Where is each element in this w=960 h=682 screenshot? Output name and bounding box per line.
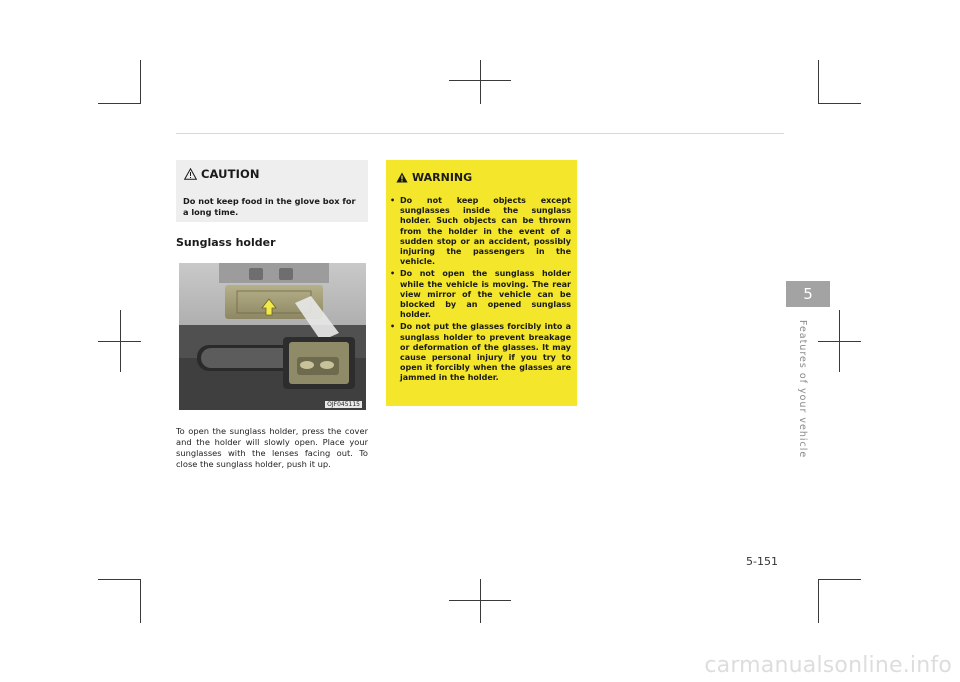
crop-mark	[98, 341, 141, 342]
instruction-paragraph: To open the sunglass holder, press the cover and the holder will slowly open. Place your sunglasses with the lenses facing out. To close the sunglass holder, push it up.	[176, 426, 368, 469]
warning-list	[386, 196, 577, 386]
crop-mark	[449, 80, 511, 81]
crop-mark	[818, 579, 819, 623]
crop-mark	[140, 60, 141, 104]
crop-mark	[140, 579, 141, 623]
crop-mark	[480, 60, 481, 104]
page-number: 5-151	[746, 555, 778, 568]
crop-mark	[818, 60, 819, 104]
bullet-icon: •	[390, 196, 396, 205]
warning-box	[386, 160, 577, 406]
section-title: Sunglass holder	[176, 236, 276, 249]
bullet-icon: •	[390, 269, 396, 279]
warning-triangle-icon	[396, 172, 408, 183]
caution-triangle-icon	[184, 168, 197, 180]
chapter-tab: 5	[786, 281, 830, 307]
crop-mark	[449, 600, 511, 601]
crop-mark	[98, 103, 141, 104]
crop-mark	[818, 579, 861, 580]
header-rule	[176, 133, 784, 134]
crop-mark	[818, 103, 861, 104]
chapter-title: Features of your vehicle	[797, 320, 808, 459]
crop-mark	[818, 341, 861, 342]
sunglass-holder-illustration	[179, 263, 366, 410]
caution-header	[184, 167, 260, 181]
figure-code: OJF045115	[327, 401, 360, 408]
crop-mark	[98, 579, 141, 580]
watermark: carmanualsonline.info	[704, 653, 952, 678]
crop-mark	[480, 579, 481, 623]
caution-text: Do not keep food in the glove box for a long time.	[183, 196, 356, 217]
warning-header	[396, 171, 472, 184]
caution-title: CAUTION	[201, 167, 260, 181]
bullet-icon: •	[390, 322, 396, 332]
warning-title: WARNING	[412, 171, 473, 184]
caution-box	[176, 160, 368, 222]
warning-item: • Do not put the glasses forcibly into a sunglass holder to prevent breakage or deformation of the glasses. It may cause personal injury if you try to open it forcibly when the glasses are jammed in the holder.	[390, 322, 571, 383]
warning-item: • Do not keep objects except sunglasses inside the sunglass holder. Such objects can be thrown from the holder in the event of a sudden stop or an accident, possibly injuring the passengers in the vehicle.	[390, 196, 571, 267]
warning-item: • Do not open the sunglass holder while the vehicle is moving. The rear view mirror of the vehicle can be blocked by an opened sunglass holder.	[390, 269, 571, 320]
